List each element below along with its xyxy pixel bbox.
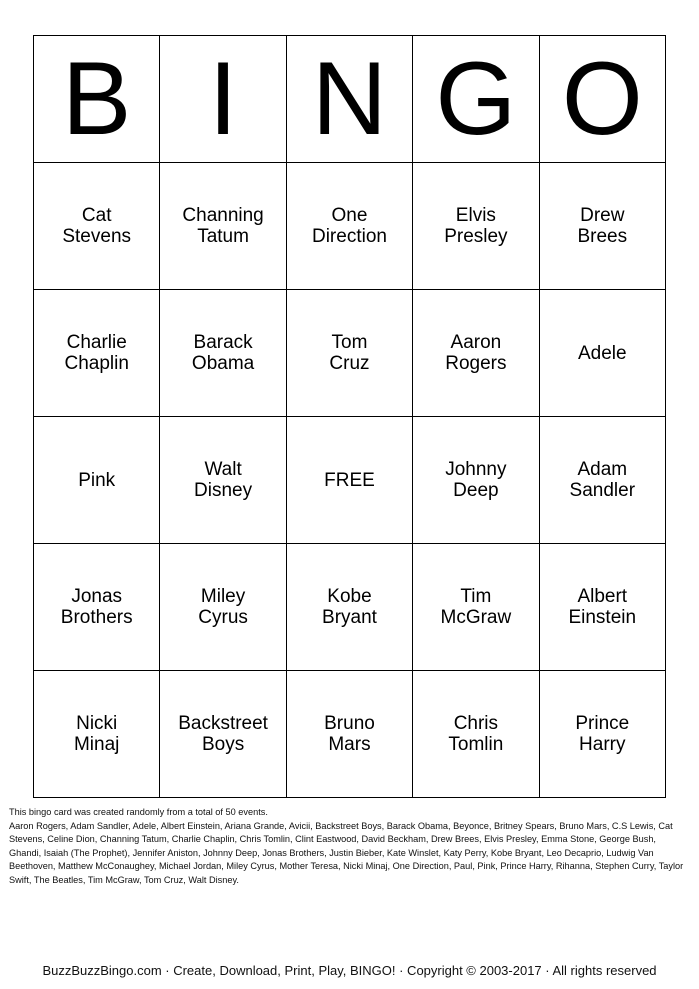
bingo-cell: Kobe Bryant xyxy=(286,544,412,671)
bingo-row xyxy=(34,544,666,671)
bingo-cell: Walt Disney xyxy=(160,417,286,544)
bingo-cell: Adam Sandler xyxy=(539,417,665,544)
bingo-cell: Jonas Brothers xyxy=(34,544,160,671)
bingo-cell: Nicki Minaj xyxy=(34,671,160,798)
bingo-cell: Miley Cyrus xyxy=(160,544,286,671)
bingo-cell: Aaron Rogers xyxy=(413,290,539,417)
bingo-cell: Johnny Deep xyxy=(413,417,539,544)
bingo-cell: Chris Tomlin xyxy=(413,671,539,798)
bingo-cell: Adele xyxy=(539,290,665,417)
bingo-cell: Prince Harry xyxy=(539,671,665,798)
bingo-cell: Barack Obama xyxy=(160,290,286,417)
card-info-event-list: Aaron Rogers, Adam Sandler, Adele, Albert Einstein, Ariana Grande, Avicii, Backstreet Boys, Barack Obama, Beyonce, Britney Spears, Bruno Mars, C.S Lewis, Cat Stevens, Celine Dion, Channing Tatum, Charlie Chaplin, Chris Tomlin, Clint Eastwood, David Beckham, Drew Brees, Elvis Presley, Emma Stone, George Bush, Ghandi, Isaiah (The Prophet), Jennifer Aniston, Johnny Deep, Jonas Brothers, Justin Bieber, Kate Winslet, Katy Perry, Kobe Bryant, Leo Decaprio, Ludwig Van Beethoven, Matthew McConaughey, Michael Jordan, Miley Cyrus, Mother Teresa, Nicki Minaj, One Direction, Paul, Pink, Prince Harry, Rihanna, Stephen Curry, Taylor Swift, The Beatles, Tim McGraw, Tom Cruz, Walt Disney. xyxy=(9,820,684,885)
bingo-cell: Tom Cruz xyxy=(286,290,412,417)
bingo-row xyxy=(34,290,666,417)
header-letter-g: G xyxy=(413,36,539,163)
bingo-row xyxy=(34,163,666,290)
bingo-header-row xyxy=(34,36,666,163)
card-info-intro: This bingo card was created randomly from a total of 50 events. xyxy=(9,807,268,817)
header-letter-i: I xyxy=(160,36,286,163)
bingo-cell: Tim McGraw xyxy=(413,544,539,671)
bingo-cell: Charlie Chaplin xyxy=(34,290,160,417)
bingo-cell: Albert Einstein xyxy=(539,544,665,671)
header-letter-o: O xyxy=(539,36,665,163)
bingo-cell: One Direction xyxy=(286,163,412,290)
footer-copyright: BuzzBuzzBingo.com · Create, Download, Print, Play, BINGO! · Copyright © 2003-2017 · All rights reserved xyxy=(42,963,657,978)
bingo-cell: Channing Tatum xyxy=(160,163,286,290)
bingo-card xyxy=(33,35,666,798)
header-letter-b: B xyxy=(34,36,160,163)
bingo-cell: Pink xyxy=(34,417,160,544)
bingo-cell: Cat Stevens xyxy=(34,163,160,290)
header-letter-n: N xyxy=(286,36,412,163)
bingo-cell: Bruno Mars xyxy=(286,671,412,798)
card-info xyxy=(9,806,685,888)
bingo-cell: Drew Brees xyxy=(539,163,665,290)
bingo-cell: Backstreet Boys xyxy=(160,671,286,798)
bingo-row xyxy=(34,417,666,544)
free-space-cell: FREE xyxy=(286,417,412,544)
bingo-row xyxy=(34,671,666,798)
bingo-cell: Elvis Presley xyxy=(413,163,539,290)
